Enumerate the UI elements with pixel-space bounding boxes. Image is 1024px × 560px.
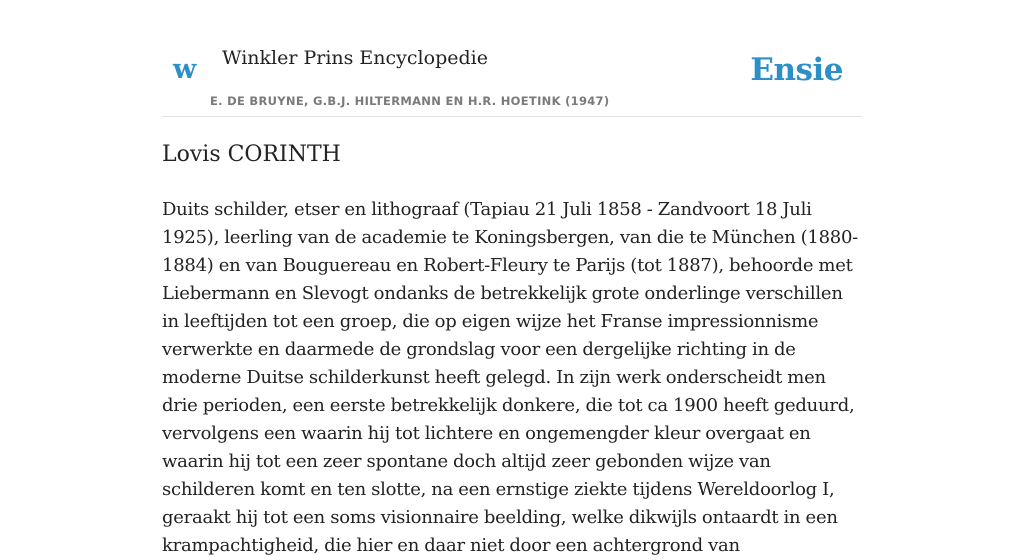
article-body: Duits schilder, etser en lithograaf (Tapiau 21 Juli 1858 - Zandvoort 18 Juli 1925), leerling van de academie te Koningsbergen, van die te München (1880-1884) en van Bouguereau en Robert-Fleury te Parijs (tot 1887), behoorde met Liebermann en Slevogt ondanks de betrekkelijk grote onderlinge verschillen in leeftijden tot een groep, die op eigen wijze het Franse impressionnisme verwerkte en daarmede de grondslag voor een dergelijke richting in de moderne Duitse schilderkunst heeft gelegd. In zijn werk onderscheidt men drie perioden, een eerste betrekkelijk donkere, die tot ca 1900 heeft geduurd, vervolgens een waarin hij tot lichtere en ongemengder kleur overgaat en waarin hij tot een zeer spontane doch altijd zeer gebonden wijze van schilderen komt en ten slotte, na een ernstige ziekte tijdens Wereldoorlog I, geraakt hij tot een soms visionnaire beelding, welke dikwijls ontaardt in een krampachtigheid, die hier en daar niet door een achtergrond van (162, 199, 859, 556)
article (162, 136, 864, 560)
publication-title[interactable]: Winkler Prins Encyclopedie (222, 47, 488, 69)
article-title: Lovis CORINTH (162, 142, 341, 167)
winkler-prins-logo-icon[interactable]: w (173, 54, 197, 85)
publication-authors: E. DE BRUYNE, G.B.J. HILTERMANN EN H.R. HOETINK (1947) (210, 94, 610, 108)
site-header (162, 0, 862, 117)
ensie-brand-link[interactable]: Ensie (750, 52, 843, 88)
